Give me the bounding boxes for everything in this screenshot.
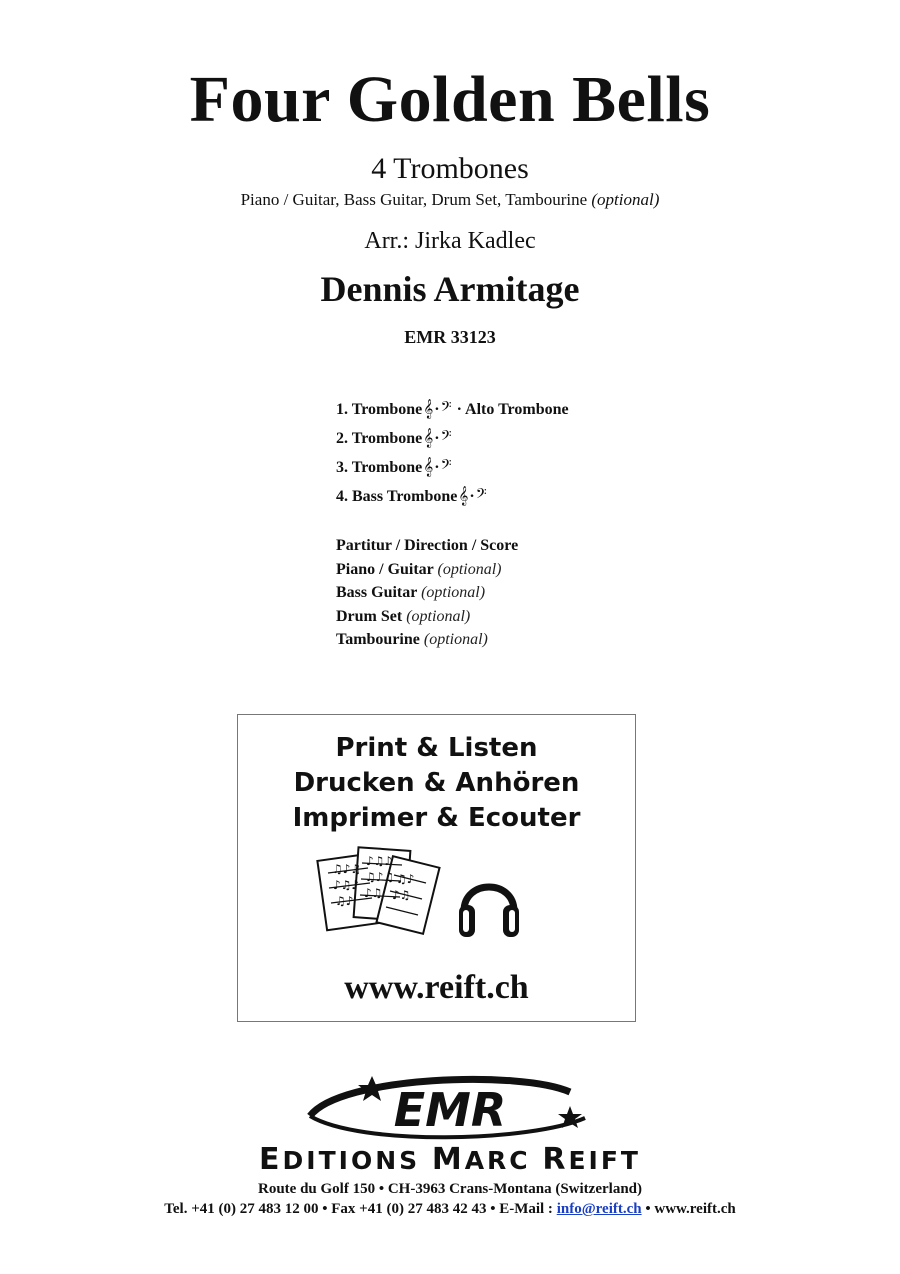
composer: Dennis Armitage: [320, 269, 580, 309]
parts-list: [336, 398, 569, 514]
instrumentation-main: Piano / Guitar, Bass Guitar, Drum Set, Tambourine: [240, 190, 588, 209]
scores-list: [336, 535, 518, 653]
email-link[interactable]: info@reift.ch: [556, 1201, 642, 1217]
score-label: Piano / Guitar: [336, 560, 434, 578]
part-label: 2. Trombone: [336, 430, 423, 447]
publisher-name-part: ARC: [464, 1146, 543, 1175]
part-item: 3. Trombone𝄞·𝄢: [336, 457, 452, 476]
part-extra: Alto Trombone: [465, 401, 569, 418]
score-label: Bass Guitar: [336, 584, 418, 601]
score-note: (optional): [423, 631, 488, 648]
promo-line-english: Print & Listen: [335, 733, 538, 763]
svg-text:♫♪: ♫♪: [335, 894, 354, 908]
part-label: 1. Trombone: [336, 401, 423, 418]
score-item: [336, 606, 518, 630]
contact-website: • www.reift.ch: [641, 1201, 736, 1217]
publisher-name-part: DITIONS: [282, 1146, 432, 1175]
svg-text:♫♪♫: ♫♪♫: [332, 862, 362, 876]
part-label: 3. Trombone: [336, 459, 423, 476]
treble-clef-icon: 𝄞: [423, 457, 434, 476]
promo-line-german: Drucken & Anhören: [293, 768, 580, 798]
score-label: Drum Set: [336, 607, 403, 625]
bass-clef-icon: 𝄢: [440, 399, 452, 418]
print-listen-box[interactable]: [237, 714, 636, 1022]
score-note: (optional): [421, 584, 486, 601]
publisher-address: Route du Golf 150 • CH-3963 Crans-Montana (Switzerland): [258, 1181, 642, 1197]
score-item: [336, 559, 518, 583]
publisher-name-part: R: [542, 1142, 569, 1177]
part-label: 4. Bass Trombone: [336, 488, 458, 505]
svg-text:♪♫♪: ♪♫♪: [333, 878, 360, 892]
score-item: [336, 535, 518, 559]
bass-clef-icon: 𝄢: [440, 428, 452, 447]
publisher-name-part: E: [259, 1142, 283, 1177]
part-item: 2. Trombone𝄞·𝄢: [336, 428, 452, 447]
bass-clef-icon: 𝄢: [440, 457, 452, 476]
publisher-contact: [0, 1201, 900, 1218]
promo-line-french: Imprimer & Ecouter: [292, 803, 581, 833]
instrumentation: [0, 190, 900, 210]
score-note: (optional): [437, 560, 502, 578]
score-label: Partitur / Direction / Score: [336, 537, 519, 554]
part-item: 4. Bass Trombone𝄞·𝄢: [336, 486, 487, 505]
publisher-name-part: M: [431, 1142, 465, 1177]
part-item: 1. Trombone𝄞·𝄢 · Alto Trombone: [336, 399, 569, 418]
treble-clef-icon: 𝄞: [423, 399, 434, 418]
arranger: Arr.: Jirka Kadlec: [364, 228, 536, 254]
bass-clef-icon: 𝄢: [475, 486, 487, 505]
score-item: [336, 582, 518, 606]
score-item: [336, 629, 518, 653]
score-label: Tambourine: [336, 631, 420, 648]
publisher-name-part: EIFT: [568, 1146, 641, 1175]
svg-text:♪♫♪: ♪♫♪: [366, 854, 393, 868]
score-note: (optional): [406, 607, 471, 625]
treble-clef-icon: 𝄞: [423, 428, 434, 447]
catalog-number: EMR 33123: [404, 327, 496, 347]
contact-phone-fax: Tel. +41 (0) 27 483 12 00 • Fax +41 (0) 27 483 42 43 • E-Mail :: [164, 1201, 557, 1217]
page-title: Four Golden Bells: [189, 63, 711, 136]
emr-logo: [300, 1070, 600, 1148]
sheet-music-icon: [316, 843, 441, 941]
publisher-name: [0, 1142, 900, 1177]
promo-url-link[interactable]: www.reift.ch: [344, 969, 529, 1006]
svg-text:♪♫: ♪♫: [392, 888, 411, 902]
instrumentation-note: (optional): [591, 190, 660, 209]
headphones-icon: [456, 865, 522, 943]
svg-text:♪♫: ♪♫: [364, 886, 383, 900]
logo-text: EMR: [393, 1083, 507, 1137]
svg-text:♫♪: ♫♪: [396, 872, 415, 886]
treble-clef-icon: 𝄞: [458, 486, 469, 505]
svg-text:♫♪♫: ♫♪♫: [365, 870, 395, 884]
subtitle: 4 Trombones: [371, 152, 529, 185]
